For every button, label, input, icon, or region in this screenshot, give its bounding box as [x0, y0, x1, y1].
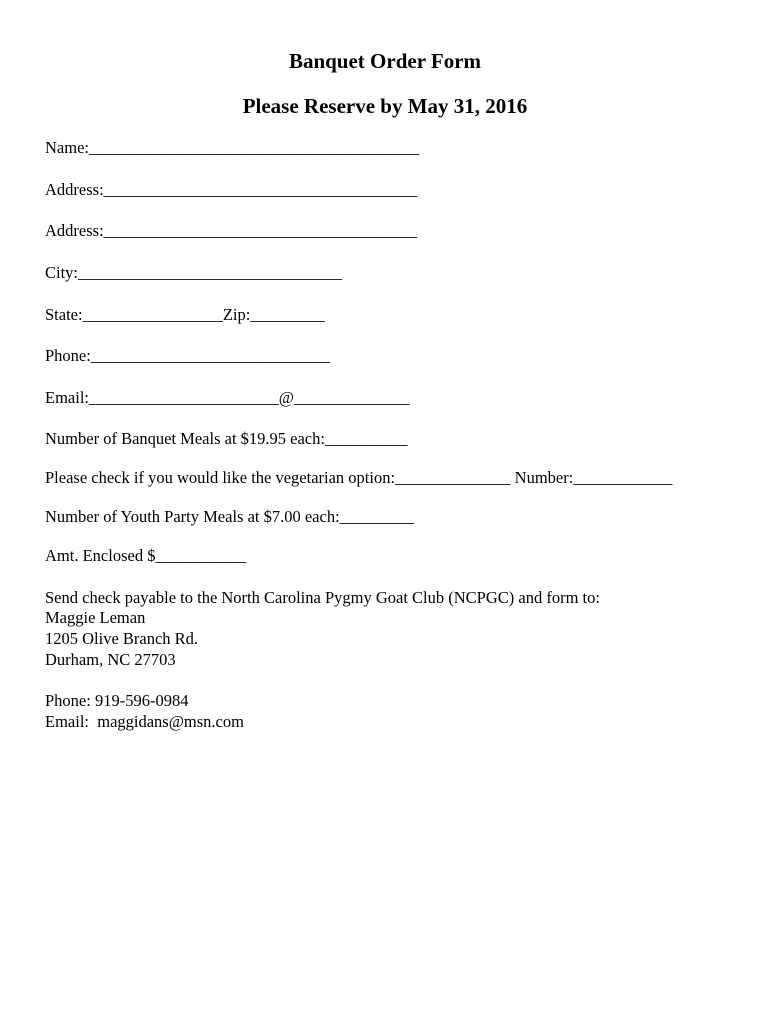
city-field: City:________________________________ — [45, 263, 343, 282]
banquet-meals-field: Number of Banquet Meals at $19.95 each:__________ — [45, 429, 408, 448]
email-field: Email:_______________________@______________ — [45, 388, 410, 407]
state-zip-field: State:_________________Zip:_________ — [45, 305, 325, 324]
send-instructions: Send check payable to the North Carolina Pygmy Goat Club (NCPGC) and form to: — [45, 588, 600, 607]
contact-phone: Phone: 919-596-0984 — [45, 691, 189, 710]
form-title: Banquet Order Form — [288, 49, 482, 73]
address-field-2: Address:______________________________________ — [45, 221, 418, 240]
youth-meals-field: Number of Youth Party Meals at $7.00 each:_________ — [45, 507, 414, 526]
recipient-city-state-zip: Durham, NC 27703 — [45, 650, 176, 669]
contact-email: Email: maggidans@msn.com — [45, 712, 244, 731]
name-field: Name:________________________________________ — [45, 138, 419, 157]
recipient-name: Maggie Leman — [45, 608, 146, 627]
amount-enclosed-field: Amt. Enclosed $___________ — [45, 546, 247, 565]
address-field-1: Address:______________________________________ — [45, 180, 418, 199]
vegetarian-option-field: Please check if you would like the vegetarian option:______________ Number:____________ — [45, 468, 673, 487]
recipient-street: 1205 Olive Branch Rd. — [45, 629, 199, 648]
reserve-deadline: Please Reserve by May 31, 2016 — [242, 94, 528, 118]
phone-field: Phone:_____________________________ — [45, 346, 331, 365]
